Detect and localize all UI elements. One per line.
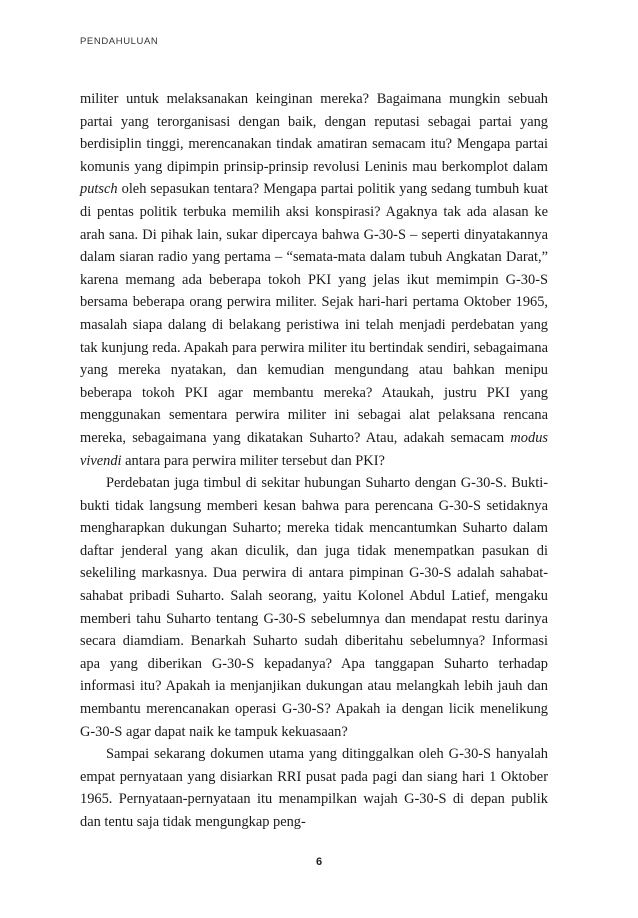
body-text <box>80 88 548 834</box>
paragraph-3 <box>80 743 548 833</box>
text-segment: oleh sepasukan tentara? Mengapa partai politik yang sedang tumbuh kuat di pentas politik terbuka memilih aksi konspirasi? Agaknya tak ada alasan ke arah sana. Di pihak lain, sukar dipercaya bahwa G-30-S – seperti dinyatakannya dalam siaran radio yang pertama – “semata-mata dalam tubuh Angkatan Darat,” karena memang ada beberapa tokoh PKI yang jelas ikut memimpin G-30-S bersama beberapa orang perwira militer. Sejak hari-hari pertama Oktober 1965, masalah siapa dalang di belakang peristiwa ini telah menjadi perdebatan yang tak kunjung reda. Apakah para perwira militer itu bertindak sendiri, sebagaimana yang mereka nyatakan, dan kemudian mengundang atau bahkan menipu beberapa tokoh PKI agar membantu mereka? Ataukah, justru PKI yang menggunakan sementara perwira militer ini sebagai alat pelaksana rencana mereka, sebagaimana yang dikatakan Suharto? Atau, adakah semacam <box>80 181 548 446</box>
italic-term: modus vivendi <box>80 429 548 469</box>
page-number: 6 <box>315 856 323 868</box>
paragraph-2 <box>80 472 548 743</box>
text-segment: Perdebatan juga timbul di sekitar hubungan Suharto dengan G-30-S. Bukti-bukti tidak langsung memberi kesan bahwa para perencana G-30-S setidaknya mengharapkan dukungan Suharto; mereka tidak mencantumkan Suharto dalam daftar jenderal yang akan diculik, dan juga tidak menempatkan pasukan di sekeliling markasnya. Dua perwira di antara pimpinan G-30-S adalah sahabat-sahabat pribadi Suharto. Salah seorang, yaitu Kolonel Abdul Latief, mengaku memberi tahu Suharto tentang G-30-S sebelumnya dan mendapat restu darinya secara diamdiam. Benarkah Suharto sudah diberitahu sebelumnya? Informasi apa yang diberikan G-30-S kepadanya? Apa tanggapan Suharto terhadap informasi itu? Apakah ia menjanjikan dukungan atau melangkah lebih jauh dan membantu merencanakan operasi G-30-S? Apakah ia dengan licik menelikung G-30-S agar dapat naik ke tampuk kekuasaan? <box>80 475 548 740</box>
text-segment: Sampai sekarang dokumen utama yang ditinggalkan oleh G-30-S hanyalah empat pernyataan yang disiarkan RRI pusat pada pagi dan siang hari 1 Oktober 1965. Pernyataan-pernyataan itu menampilkan wajah G-30-S di depan publik dan tentu saja tidak mengungkap peng- <box>80 746 548 830</box>
italic-term: putsch <box>80 181 118 198</box>
text-segment: militer untuk melaksanakan keinginan mereka? Bagaimana mungkin sebuah partai yang terorganisasi dengan baik, dengan reputasi sebagai partai yang berdisiplin tinggi, merencanakan tindak amatiran semacam itu? Mengapa partai komunis yang dipimpin prinsip-prinsip revolusi Leninis mau berkomplot dalam <box>80 91 548 175</box>
running-head: PENDAHULUAN <box>80 36 159 47</box>
paragraph-1 <box>80 88 548 472</box>
text-segment: antara para perwira militer tersebut dan PKI? <box>121 452 385 469</box>
